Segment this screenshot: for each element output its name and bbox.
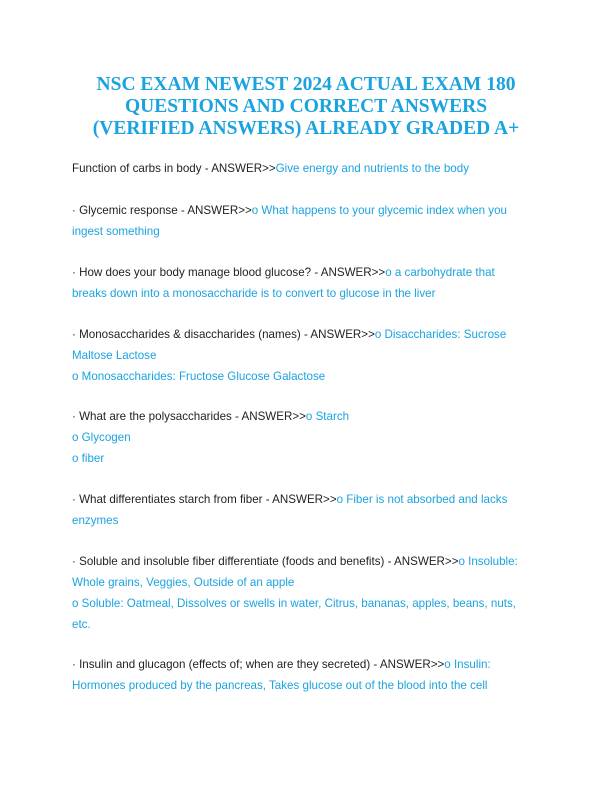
title-line: NSC EXAM NEWEST 2024 ACTUAL EXAM 180 — [96, 74, 516, 95]
question-text: · Insulin and glucagon (effects of; when are they secreted) - ANSWER>> — [72, 658, 445, 671]
answer-text: o Insulin: — [444, 658, 491, 671]
answer-continuation: o fiber — [72, 452, 105, 465]
qa-item — [72, 324, 542, 387]
answer-text: o What happens to your glycemic index when you — [251, 204, 507, 217]
question-text: · Soluble and insoluble fiber differentiate (foods and benefits) - ANSWER>> — [72, 555, 459, 568]
answer-continuation: breaks down into a monosaccharide is to convert to glucose in the liver — [72, 287, 436, 300]
answer-text: o Insoluble: — [458, 555, 518, 568]
title-line: (VERIFIED ANSWERS) ALREADY GRADED A+ — [92, 118, 520, 139]
qa-item — [72, 654, 542, 696]
qa-item — [72, 406, 542, 469]
answer-continuation: Whole grains, Veggies, Outside of an apple — [72, 576, 295, 589]
answer-text: o Fiber is not absorbed and lacks — [336, 493, 508, 506]
question-text: · Glycemic response - ANSWER>> — [72, 204, 252, 217]
qa-first-line — [72, 489, 542, 510]
answer-text: o a carbohydrate that — [385, 266, 495, 279]
question-text: · Monosaccharides & disaccharides (names) - ANSWER>> — [72, 328, 375, 341]
answer-continuation: Maltose Lactose — [72, 349, 157, 362]
qa-first-line — [72, 654, 542, 675]
qa-first-line — [72, 551, 542, 572]
qa-item — [72, 489, 542, 531]
document-title — [60, 74, 552, 140]
answer-continuation: enzymes — [72, 514, 119, 527]
answer-continuation: etc. — [72, 618, 91, 631]
answer-continuation: o Soluble: Oatmeal, Dissolves or swells in water, Citrus, bananas, apples, beans, nuts, — [72, 597, 517, 610]
qa-first-line — [72, 406, 542, 427]
answer-text: o Disaccharides: Sucrose — [374, 328, 507, 341]
qa-item — [72, 551, 542, 635]
qa-first-line — [72, 200, 542, 221]
qa-item — [72, 262, 542, 304]
title-line: QUESTIONS AND CORRECT ANSWERS — [124, 96, 488, 117]
qa-first-line — [72, 262, 542, 283]
question-text: · What are the polysaccharides - ANSWER>> — [72, 410, 306, 423]
answer-text: Give energy and nutrients to the body — [275, 162, 469, 175]
question-text: · What differentiates starch from fiber - ANSWER>> — [72, 493, 337, 506]
answer-continuation: Hormones produced by the pancreas, Takes glucose out of the blood into the cell — [72, 679, 488, 692]
question-text: Function of carbs in body - ANSWER>> — [72, 162, 276, 175]
qa-first-line — [72, 324, 542, 345]
answer-continuation: ingest something — [72, 225, 160, 238]
answer-continuation: o Glycogen — [72, 431, 131, 444]
qa-item — [72, 158, 542, 179]
answer-text: o Starch — [305, 410, 350, 423]
question-text: · How does your body manage blood glucose? - ANSWER>> — [72, 266, 386, 279]
answer-continuation: o Monosaccharides: Fructose Glucose Galactose — [72, 370, 326, 383]
qa-item — [72, 200, 542, 242]
qa-first-line — [72, 158, 542, 179]
